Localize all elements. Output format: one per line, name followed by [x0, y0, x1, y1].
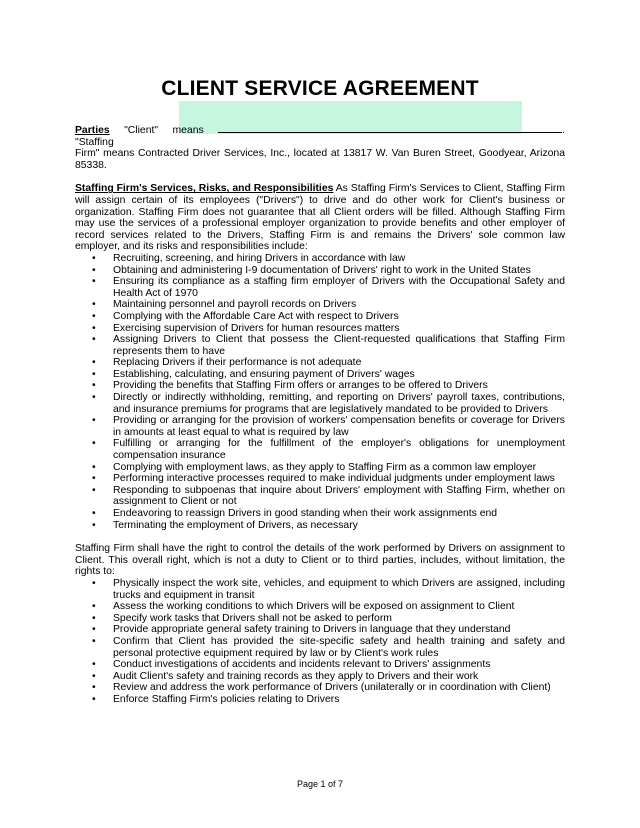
services-list [75, 253, 565, 531]
page-number: Page 1 of 7 [296, 779, 344, 789]
parties-heading: Parties [75, 125, 110, 136]
list-item: • Audit Client's safety and training records as they apply to Drivers and their work [75, 671, 565, 683]
list-item: • Maintaining personnel and payroll records on Drivers [75, 299, 565, 311]
list-item: • Review and address the work performance of Drivers (unilaterally or in coordination with Client) [75, 682, 565, 694]
page-title: CLIENT SERVICE AGREEMENT [161, 77, 479, 100]
services-paragraph [75, 183, 565, 253]
list-item: • Assigning Drivers to Client that possess the Client-requested qualifications that Staffing Firm represents them to have [75, 334, 565, 357]
list-item: • Terminating the employment of Drivers, as necessary [75, 520, 565, 532]
list-item: • Enforce Staffing Firm's policies relating to Drivers [75, 694, 565, 706]
list-item: • Provide appropriate general safety training to Drivers in language that they understand [75, 624, 565, 636]
list-item: • Endeavoring to reassign Drivers in good standing when their work assignments end [75, 508, 565, 520]
list-item: • Assess the working conditions to which Drivers will be exposed on assignment to Client [75, 601, 565, 613]
list-item: • Complying with the Affordable Care Act with respect to Drivers [75, 311, 565, 323]
client-suffix: . "Staffing [75, 125, 565, 148]
list-item: • Providing or arranging for the provision of workers' compensation benefits or coverage for Drivers in amounts at least equal to what is required by law [75, 415, 565, 438]
agreement-body [75, 123, 565, 706]
list-item: • Complying with employment laws, as they apply to Staffing Firm as a common law employer [75, 462, 565, 474]
list-item: • Performing interactive processes required to make individual judgments under employment laws [75, 473, 565, 485]
firm-definition: Firm" means Contracted Driver Services, Inc., located at 13817 W. Van Buren Street, Goodyear, Arizona 85338. [75, 148, 565, 171]
control-paragraph: Staffing Firm shall have the right to control the details of the work performed by Drivers on assignment to Client. This overall right, which is not a duty to Client or to third parties, includes, without limitation, the rights to: [75, 543, 565, 578]
list-item: • Ensuring its compliance as a staffing firm employer of Drivers with the Occupational Safety and Health Act of 1970 [75, 276, 565, 299]
services-heading: Staffing Firm's Services, Risks, and Responsibilities [75, 183, 334, 195]
list-item: • Responding to subpoenas that inquire about Drivers' employment with Staffing Firm, whether on assignment to Client or not [75, 485, 565, 508]
client-prefix: "Client" means [124, 125, 204, 136]
list-item: • Physically inspect the work site, vehicles, and equipment to which Drivers are assigned, including trucks and equipment in transit [75, 578, 565, 601]
parties-paragraph [75, 123, 565, 171]
list-item: • Conduct investigations of accidents and incidents relevant to Drivers' assignments [75, 659, 565, 671]
list-item: • Establishing, calculating, and ensuring payment of Drivers' wages [75, 369, 565, 381]
list-item: • Directly or indirectly withholding, remitting, and reporting on Drivers' payroll taxes, contributions, and insurance premiums for programs that are legislatively mandated to be provided to Drivers [75, 392, 565, 415]
list-item: • Specify work tasks that Drivers shall not be asked to perform [75, 613, 565, 625]
list-item: • Confirm that Client has provided the site-specific safety and health training and safety and personal protective equipment required by law or by Client's work rules [75, 636, 565, 659]
list-item: • Replacing Drivers if their performance is not adequate [75, 357, 565, 369]
services-intro: As Staffing Firm's Services to Client, Staffing Firm will assign certain of its employees ("Drivers") to drive and do other work for Client's business or organization. Staffing Firm does not guarantee that all Client orders will be filled. Although Staffing Firm may use the services of a professional employer organization to provide benefits and other employer of record services related to the Drivers, Staffing Firm is and remains the Drivers' sole common law employer, and its risks and responsibilities include: [75, 183, 565, 253]
list-item: • Fulfilling or arranging for the fulfillment of the employer's obligations for unemployment compensation insurance [75, 438, 565, 461]
list-item: • Recruiting, screening, and hiring Drivers in accordance with law [75, 253, 565, 265]
client-name-blank[interactable] [218, 123, 562, 133]
control-list [75, 578, 565, 706]
list-item: • Providing the benefits that Staffing Firm offers or arranges to be offered to Drivers [75, 380, 565, 392]
list-item: • Obtaining and administering I-9 documentation of Drivers' right to work in the United States [75, 265, 565, 277]
list-item: • Exercising supervision of Drivers for human resources matters [75, 323, 565, 335]
